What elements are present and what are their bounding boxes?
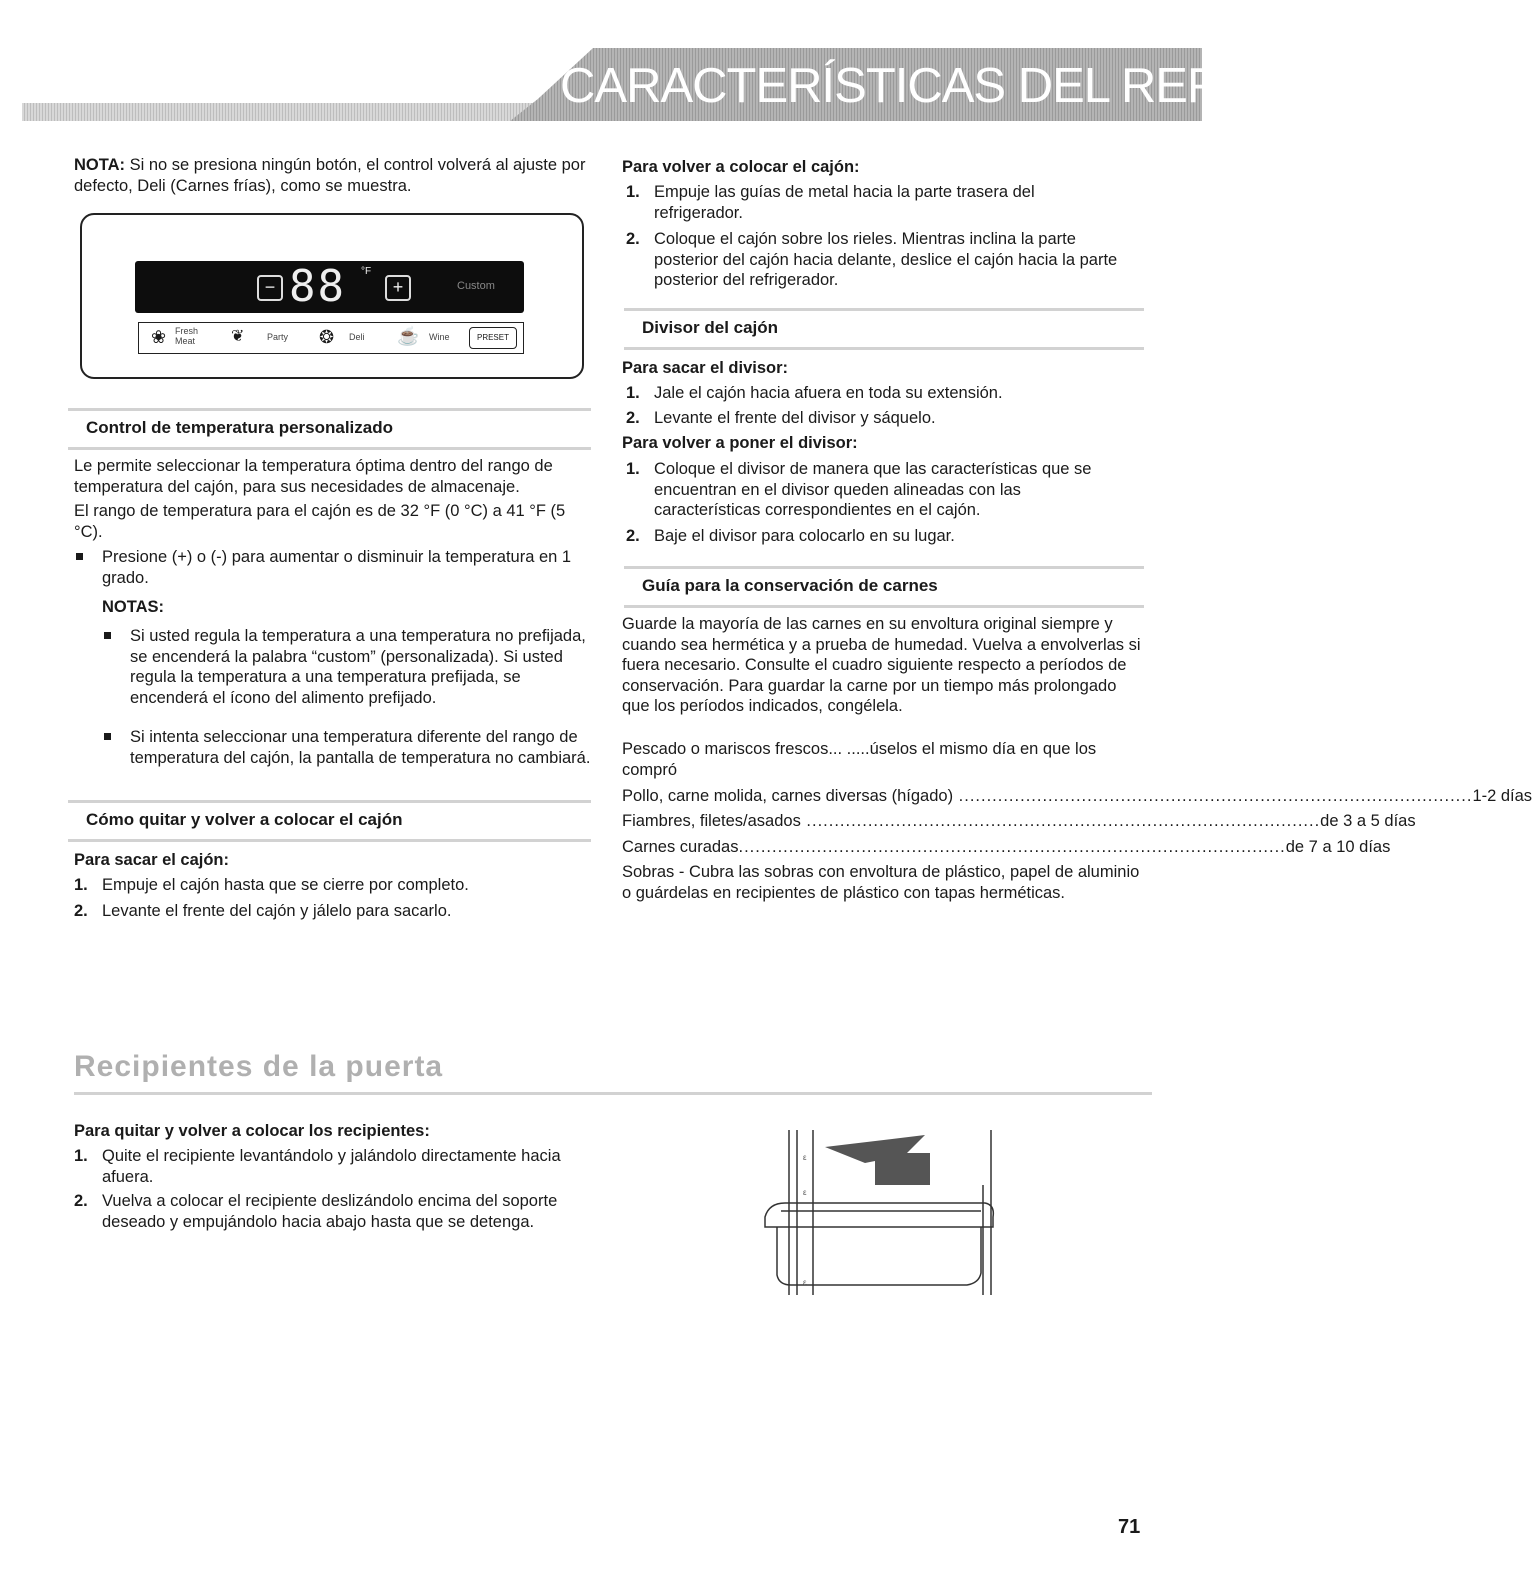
- display-screen: [135, 261, 524, 313]
- section-header-quitar-cajon: [68, 800, 591, 842]
- row-time: 1-2 días: [1472, 787, 1532, 805]
- bullet-icon: [104, 733, 111, 740]
- preset-wine: Wine: [429, 332, 450, 342]
- sec1-paragraph-1: Le permite seleccionar la temperatura óptima dentro del rango de temperatura del cajón, para sus necesidades de almacenaje.: [74, 457, 553, 496]
- svg-text:ε: ε: [803, 1153, 807, 1162]
- page-number: 71: [1118, 1516, 1141, 1538]
- list-item: 2. Levante el frente del divisor y sáquelo.: [626, 408, 1124, 430]
- div-sacar-label: Para sacar el divisor:: [622, 359, 789, 377]
- list-item: 1. Empuje las guías de metal hacia la parte trasera del refrigerador.: [626, 182, 1124, 226]
- list-item: 2. Vuelva a colocar el recipiente deslizándolo encima del soporte deseado y empujándolo hacia abajo hasta que se detenga.: [74, 1191, 564, 1257]
- sacar-step-2: Levante el frente del cajón y jálelo para sacarlo.: [102, 902, 452, 920]
- unit-indicator: °F: [361, 266, 372, 277]
- plus-icon: +: [385, 275, 411, 301]
- table-row: Carnes curadas .................................................................................................. de 7 a 10 días: [622, 838, 1391, 856]
- fresh-meat-icon: ❀: [151, 327, 167, 347]
- section-title: Control de temperatura personalizado: [86, 418, 393, 437]
- table-row: Pollo, carne molida, carnes diversas (hígado) ............................................................................................ 1-2 días: [622, 787, 1532, 805]
- div-poner-step-2: Baje el divisor para colocarlo en su lugar.: [654, 527, 955, 545]
- section-title: Guía para la conservación de carnes: [642, 576, 938, 595]
- volver-step-1: Empuje las guías de metal hacia la parte trasera del refrigerador.: [654, 183, 1035, 222]
- preset-party: Party: [267, 332, 289, 342]
- section-header-divisor: [624, 308, 1144, 350]
- div-sacar-step-1: Jale el cajón hacia afuera en toda su extensión.: [654, 384, 1003, 402]
- table-row: Fiambres, filetes/asados ............................................................................................ de 3 a 5 días: [622, 812, 1416, 830]
- row-item: Fiambres, filetes/asados: [622, 812, 801, 830]
- section-rule: [74, 1092, 1152, 1095]
- preset-button: PRESET: [469, 327, 517, 349]
- preset-deli: Deli: [349, 332, 365, 342]
- section-header-guia-carnes: [624, 566, 1144, 608]
- list-item: 2. Coloque el cajón sobre los rieles. Mientras inclina la parte posterior del cajón hacia delante, deslice el cajón hacia la parte posterior del refrigerador.: [626, 229, 1124, 295]
- volver-cajon-label: Para volver a colocar el cajón:: [622, 158, 860, 176]
- list-item: 1. Empuje el cajón hasta que se cierre por completo.: [74, 875, 594, 897]
- nota-label: NOTA:: [74, 156, 126, 174]
- list-item: 1. Jale el cajón hacia afuera en toda su extensión.: [626, 383, 1124, 405]
- wine-icon: ☕: [397, 326, 420, 346]
- arrow-icon: [875, 1153, 930, 1185]
- list-item: 1. Coloque el divisor de manera que las características que se encuentran en el divisor queden alineadas con las características correspondientes en el cajón.: [626, 459, 1124, 525]
- notas-label: NOTAS:: [102, 598, 165, 616]
- sec1-paragraph-2: El rango de temperatura para el cajón es de 32 °F (0 °C) a 41 °F (5 °C).: [74, 502, 566, 541]
- row-time: de 7 a 10 días: [1285, 838, 1391, 856]
- row-item: Carnes curadas: [622, 838, 739, 856]
- row-time: de 3 a 5 días: [1320, 812, 1416, 830]
- svg-text:ε: ε: [803, 1278, 807, 1287]
- minus-icon: −: [257, 275, 283, 301]
- div-sacar-step-2: Levante el frente del divisor y sáquelo.: [654, 409, 936, 427]
- bullet-icon: [104, 632, 111, 639]
- recipientes-step-2: Vuelva a colocar el recipiente deslizándolo encima del soporte deseado y empujándolo hacia abajo hasta que se detenga.: [102, 1192, 558, 1231]
- pescado-line: Pescado o mariscos frescos... .....úselos el mismo día en que los compró: [622, 740, 1097, 779]
- preset-fresh-meat: Fresh Meat: [175, 326, 199, 346]
- list-item: 2. Levante el frente del cajón y jálelo para sacarlo.: [74, 901, 594, 923]
- list-item: 1. Quite el recipiente levantándolo y jalándolo directamente hacia afuera.: [74, 1146, 564, 1190]
- recipientes-label: Para quitar y volver a colocar los recipientes:: [74, 1122, 430, 1140]
- custom-indicator: Custom: [457, 280, 495, 292]
- svg-text:ε: ε: [803, 1188, 807, 1197]
- page-header-title: CARACTERÍSTICAS DEL REFRIGERADOR: [560, 59, 1504, 113]
- sobras-paragraph: Sobras - Cubra las sobras con envoltura de plástico, papel de aluminio o guárdelas en recipientes de plástico con tapas herméticas.: [622, 863, 1140, 902]
- party-icon: ❦: [231, 328, 245, 345]
- section-header-control-temperatura: [68, 408, 591, 450]
- notas-item-2: Si intenta seleccionar una temperatura diferente del rango de temperatura del cajón, la pantalla de temperatura no cambiará.: [130, 728, 591, 767]
- sacar-cajon-label: Para sacar el cajón:: [74, 851, 230, 869]
- list-item: 2. Baje el divisor para colocarlo en su lugar.: [626, 526, 1124, 548]
- control-panel-illustration: [80, 213, 584, 379]
- sacar-step-1: Empuje el cajón hasta que se cierre por completo.: [102, 876, 469, 894]
- nota-text: Si no se presiona ningún botón, el control volverá al ajuste por defecto, Deli (Carnes frías), como se muestra.: [74, 156, 586, 195]
- notas-item-1: Si usted regula la temperatura a una temperatura no prefijada, se encenderá la palabra “custom” (personalizada). Si usted regula la temperatura a una temperatura prefijada, se encenderá el ícono del alimento prefijado.: [130, 627, 586, 707]
- sec1-bullet-1: Presione (+) o (-) para aumentar o disminuir la temperatura en 1 grado.: [102, 548, 572, 587]
- section-title: Divisor del cajón: [642, 318, 779, 337]
- section-title: Cómo quitar y volver a colocar el cajón: [86, 810, 403, 829]
- div-poner-step-1: Coloque el divisor de manera que las características que se encuentran en el divisor queden alineadas con las características correspondientes en el cajón.: [654, 460, 1092, 519]
- preset-row: [138, 322, 524, 354]
- volver-step-2: Coloque el cajón sobre los rieles. Mientras inclina la parte posterior del cajón hacia delante, deslice el cajón hacia la parte posterior del refrigerador.: [654, 230, 1118, 289]
- deli-icon: ❂: [319, 327, 335, 347]
- door-bin-illustration: [755, 1125, 1005, 1300]
- row-item: Pollo, carne molida, carnes diversas (hígado): [622, 787, 954, 805]
- temperature-digits: 88: [289, 261, 346, 312]
- guia-paragraph: Guarde la mayoría de las carnes en su envoltura original siempre y cuando sea hermética y a prueba de humedad. Vuelva a envolverlas si fuera necesario. Consulte el cuadro siguiente respecto a períodos de conservación. Para guardar la carne por un tiempo más prolongado que los períodos indicados, congélela.: [622, 615, 1141, 715]
- div-poner-label: Para volver a poner el divisor:: [622, 434, 858, 452]
- bullet-icon: [76, 553, 83, 560]
- nota-paragraph: [74, 155, 594, 196]
- section-title-recipientes: Recipientes de la puerta: [74, 1050, 444, 1083]
- recipientes-step-1: Quite el recipiente levantándolo y jalándolo directamente hacia afuera.: [102, 1147, 561, 1186]
